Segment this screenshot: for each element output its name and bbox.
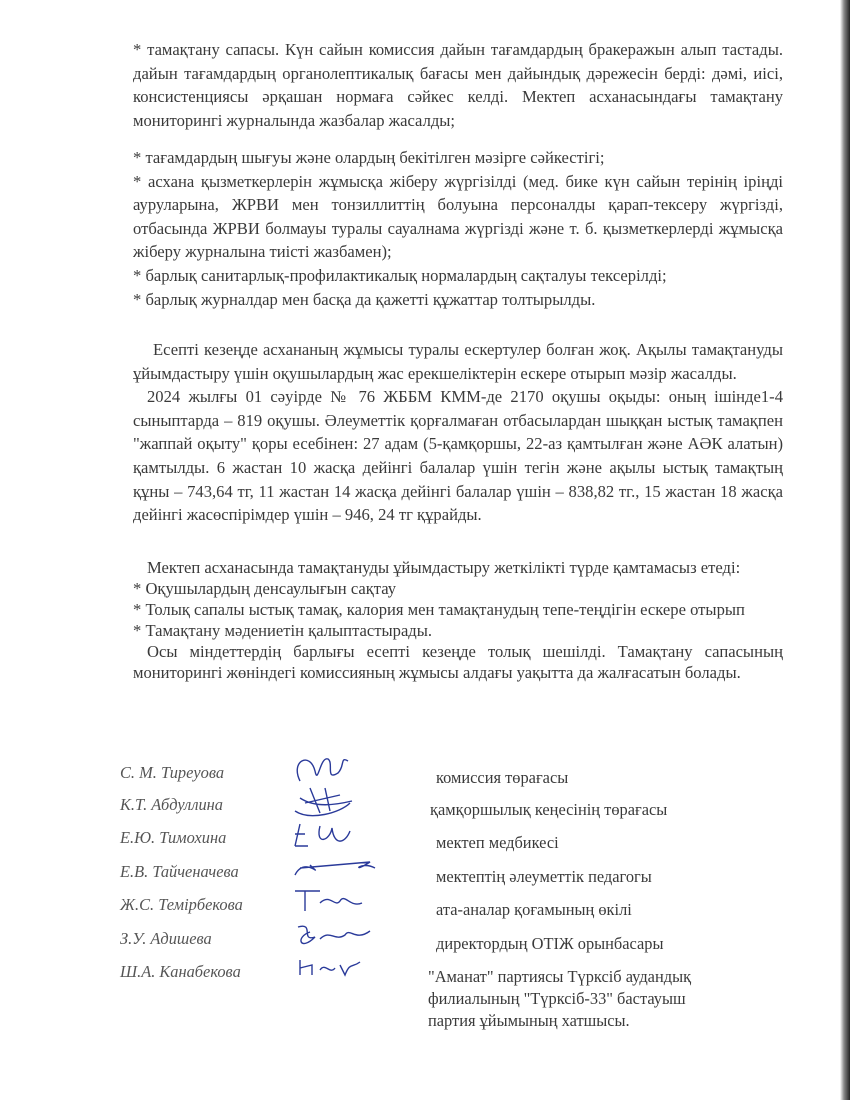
paragraph-block-2 [133, 338, 783, 527]
signatory-name: Е.Ю. Тимохина [120, 828, 227, 847]
signature-row [120, 763, 760, 793]
bullet-list-1 [133, 146, 783, 311]
scan-edge [840, 0, 850, 1100]
signatory-name: С. М. Тиреуова [120, 763, 225, 782]
signatory-name: Ш.А. Канабекова [120, 962, 241, 981]
text-paragraph: Мектеп асханасында тамақтануды ұйымдастыру жеткілікті түрде қамтамасыз етеді: [147, 558, 741, 577]
signatory-name: К.Т. Абдуллина [120, 795, 223, 814]
paragraph-quality [133, 38, 783, 132]
signature-row [120, 862, 760, 892]
text-paragraph: * тамақтану сапасы. Күн сайын комиссия дайын тағамдардың бракеражын алып тастады. дайын тағамдардың органолептикалық бағасы мен дайындық дәрежесін берді: дәмі, иісі, консистенциясы әрқашан нормаға сәйкес келді. Мектеп асханасындағы тамақтану мониторингі журналында жазбалар жасалды; [133, 40, 783, 130]
signature-row [120, 929, 760, 959]
signature-row [120, 895, 760, 925]
signature-row [120, 828, 760, 858]
list-item: * барлық санитарлық-профилактикалық нормалардың сақталуы тексерілді; [133, 265, 667, 285]
signatory-role: директордың ОТІЖ орынбасары [436, 934, 664, 953]
paragraph-block-3 [133, 557, 783, 683]
signatory-role: ата-аналар қоғамының өкілі [436, 900, 632, 919]
text-paragraph: Осы міндеттердің барлығы есепті кезеңде толық шешілді. Тамақтану сапасының мониторингі жөніндегі комиссияның жұмысы алдағы уақытта да жалғасатын болады. [133, 642, 783, 682]
signatory-name: З.У. Адишева [120, 929, 212, 948]
signatory-role: мектеп медбикесі [436, 833, 559, 852]
list-item: * Оқушылардың денсаулығын сақтау [133, 579, 397, 598]
list-item: * Толық сапалы ыстық тамақ, калория мен тамақтанудың тепе-теңдігін ескере отырып [133, 600, 745, 619]
list-item: * асхана қызметкерлерін жұмысқа жіберу жүргізілді (мед. бике күн сайын терінің іріңді ауруларына, ЖРВИ мен тонзиллиттің болуына персоналды қарап-тексеру жүргізді, отбасында ЖРВИ болмауы туралы сауалнама жүргізді және т. б. қызметкерлерді жұмысқа жіберу журналына тиісті жазбамен); [133, 171, 783, 262]
signatory-name: Е.В. Тайченачева [120, 862, 239, 881]
signatory-role: "Аманат" партиясы Түрксіб аудандық филиалының "Түрксіб-33" бастауыш партия ұйымының хатшысы. [428, 967, 692, 1030]
list-item: * Тамақтану мәдениетін қалыптастырады. [133, 621, 433, 640]
list-item: * барлық журналдар мен басқа да қажетті құжаттар толтырылды. [133, 289, 596, 309]
signatory-role: комиссия төрағасы [436, 768, 569, 787]
signatory-role: қамқоршылық кеңесінің төрағасы [430, 800, 668, 819]
signatory-role: мектептің әлеуметтік педагогы [436, 867, 652, 886]
handwritten-signature [290, 950, 385, 992]
text-paragraph: 2024 жылғы 01 сәуірде № 76 ЖББМ КММ-де 2170 оқушы оқыды: оның ішінде1-4 сыныптарда – 819 оқушы. Әлеуметтік қорғалмаған отбасылардан шыққан ыстық тамақпен "жаппай оқыту" қоры есебінен: 27 адам (5-қамқоршы, 22-аз қамтылған және АӘК алатын) қамтылды. 6 жастан 10 жасқа дейінгі балалар үшін тегін және ақылы ыстық тамақтың құны – 743,64 тг, 11 жастан 14 жасқа дейінгі балалар үшін – 838,82 тг., 15 жастан 18 жасқа дейінгі жасөспірімдер үшін – 946, 24 тг құрайды. [133, 387, 783, 525]
signatory-name: Ж.С. Темірбекова [120, 895, 243, 914]
signature-row [120, 795, 760, 825]
text-paragraph: Есепті кезеңде асхананың жұмысы туралы ескертулер болған жоқ. Ақылы тамақтануды ұйымдастыру үшін оқушылардың жас ерекшеліктерін ескере отырып мәзір жасалды. [133, 340, 783, 383]
signature-row [120, 962, 760, 1030]
list-item: * тағамдардың шығуы және олардың бекітілген мәзірге сәйкестігі; [133, 148, 605, 167]
